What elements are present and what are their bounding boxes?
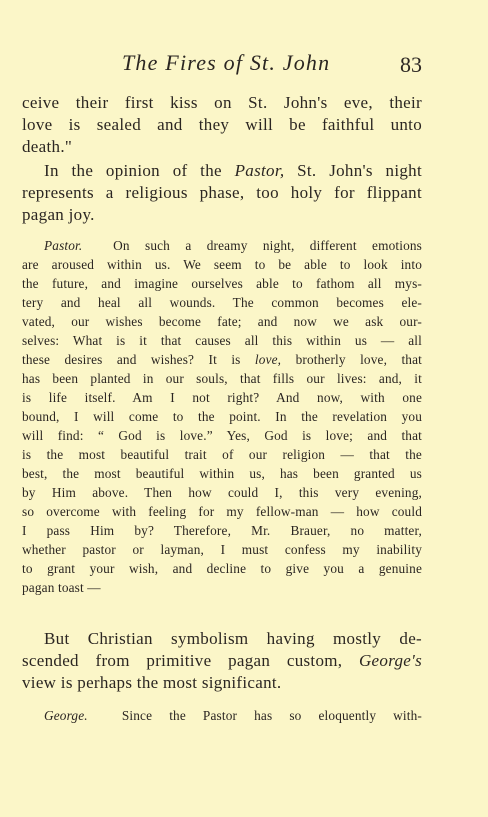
text-line: But Christian symbolism having mostly de- (44, 629, 422, 648)
text-line: love is sealed and they will be faithful unto (22, 115, 422, 134)
text-line: represents a religious phase, too holy for flippant (22, 183, 422, 202)
speaker-name: Pastor. (44, 238, 83, 253)
text-line: bound, I will come to the point. In the revelation you (22, 409, 422, 424)
page-number: 83 (400, 52, 422, 77)
text-line: ceive their first kiss on St. John's eve, their (22, 93, 422, 112)
text-line: has been planted in our souls, that fills our lives: and, it (22, 371, 422, 386)
george-name-italic: George's (358, 651, 422, 670)
text-line: to grant your wish, and decline to give you a genuine (22, 561, 422, 576)
george-speech (22, 706, 422, 725)
paragraph-continuation (22, 92, 422, 158)
text-run: scended from primitive pagan custom, (22, 651, 359, 670)
text-line: selves: What is it that causes all this within us — all (22, 333, 422, 348)
text-run: In the opinion of the (44, 161, 235, 180)
paragraph-pastor-opinion (22, 160, 422, 226)
text-line: the future, and imagine ourselves able to fathom all mys- (22, 276, 422, 291)
text-line: will find: “ God is love.” Yes, God is love; and that (22, 428, 422, 443)
text-line: by Him above. Then how could I, this very evening, (22, 485, 422, 500)
text-line: best, the most beautiful within us, has been granted us (22, 466, 422, 481)
text-line: I pass Him by? Therefore, Mr. Brauer, no matter, (22, 523, 422, 538)
text-line: vated, our wishes become fate; and now we ask our- (22, 314, 422, 329)
text-line: pagan joy. (22, 205, 95, 224)
text-line: so overcome with feeling for my fellow-man — how could (22, 504, 422, 519)
text-line: is the most beautiful trait of our religion — that the (22, 447, 422, 462)
text-line: tery and heal all wounds. The common becomes ele- (22, 295, 422, 310)
text-line: pagan toast — (22, 580, 101, 595)
text-run: brotherly love, that (281, 352, 422, 367)
running-title: The Fires of St. John (122, 50, 331, 75)
running-head (22, 50, 422, 80)
pastor-speech (22, 236, 422, 597)
text-line: are aroused within us. We seem to be able to look into (22, 257, 422, 272)
paragraph-george-view (22, 628, 422, 694)
text-run: St. John's night (284, 161, 422, 180)
text-line (22, 236, 422, 255)
text-line: death." (22, 137, 73, 156)
text-line (22, 706, 422, 725)
speaker-name: George. (44, 708, 88, 723)
text-line: view is perhaps the most significant. (22, 673, 282, 692)
text-line (22, 160, 422, 182)
text-line (22, 350, 422, 369)
text-run: these desires and wishes? It is (22, 352, 255, 367)
text-run: On such a dreamy night, different emotions (113, 238, 422, 253)
text-line: is life itself. Am I not right? And now, with one (22, 390, 422, 405)
text-run: Since the Pastor has so eloquently with- (121, 708, 422, 723)
text-line: whether pastor or layman, I must confess my inability (22, 542, 422, 557)
text-line (22, 650, 422, 672)
love-italic: love, (254, 352, 282, 367)
pastor-name-italic: Pastor, (234, 161, 285, 180)
